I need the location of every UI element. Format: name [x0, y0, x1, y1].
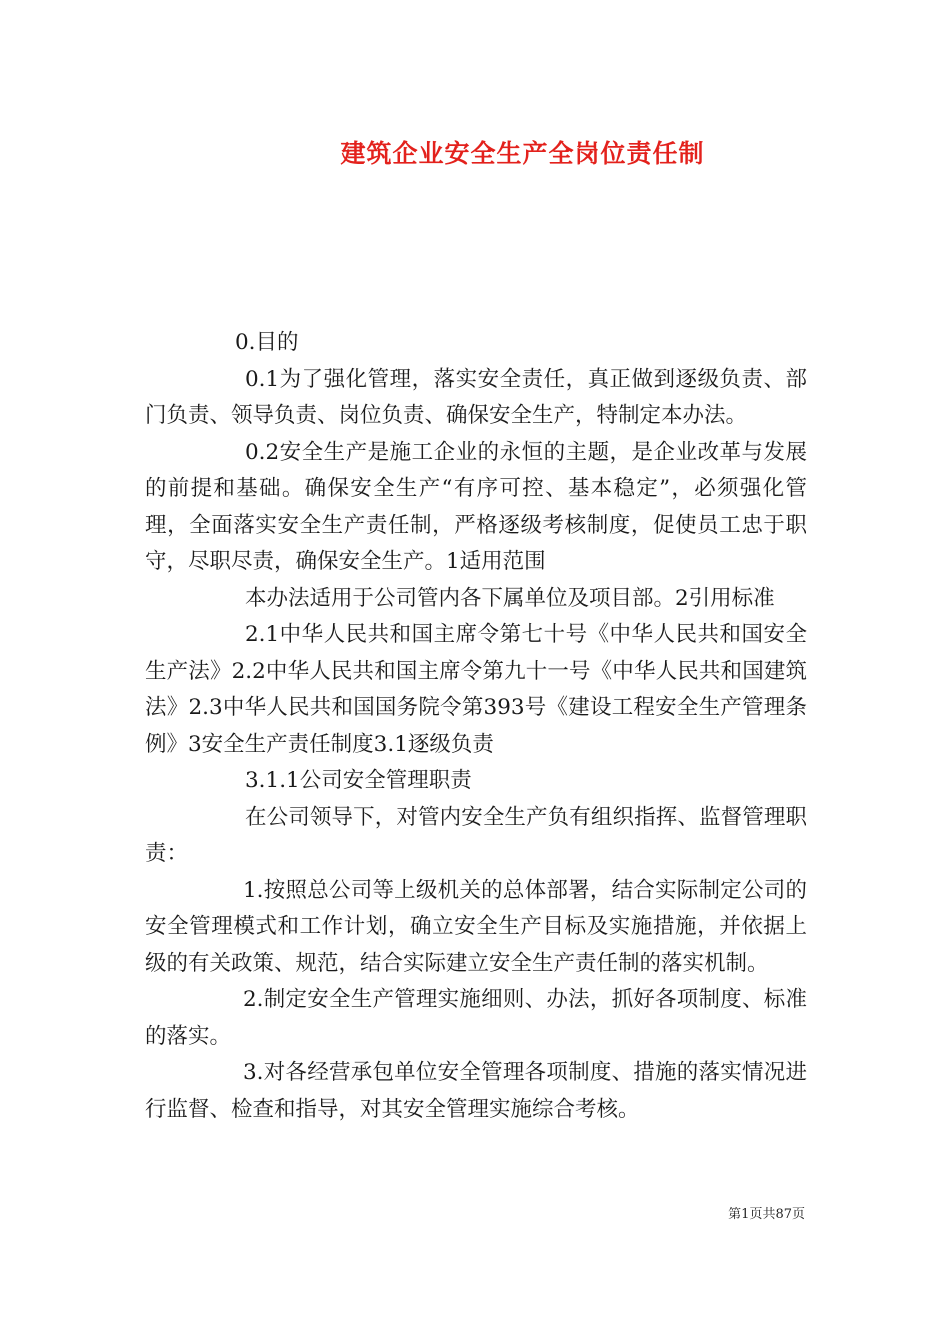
document-body [145, 325, 807, 1128]
paragraph: 0.1为了强化管理，落实安全责任，真正做到逐级负责、部门负责、领导负责、岗位负责、确保安全生产，特制定本办法。 [145, 366, 807, 428]
paragraph: 本办法适用于公司管内各下属单位及项目部。2引用标准 [245, 585, 775, 611]
paragraph: 在公司领导下，对管内安全生产负有组织指挥、监督管理职责： [145, 804, 807, 866]
paragraph: 2.1中华人民共和国主席令第七十号《中华人民共和国安全生产法》2.2中华人民共和国主席令第九十一号《中华人民共和国建筑法》2.3中华人民共和国国务院令第393号《建设工程安全生产管理条例》3安全生产责任制度3.1逐级负责 [145, 622, 807, 757]
paragraph: 0.目的 [235, 330, 299, 355]
document-title: 建筑企业安全生产全岗位责任制 [340, 139, 705, 168]
paragraph: 1.按照总公司等上级机关的总体部署，结合实际制定公司的安全管理模式和工作计划，确立安全生产目标及实施措施，并依据上级的有关政策、规范，结合实际建立安全生产责任制的落实机制。 [145, 877, 807, 976]
paragraph: 3.1.1公司安全管理职责 [245, 768, 472, 793]
paragraph: 0.2安全生产是施工企业的永恒的主题，是企业改革与发展的前提和基础。确保安全生产“有序可控、基本稳定”，必须强化管理，全面落实安全生产责任制，严格逐级考核制度，促使员工忠于职守，尽职尽责，确保安全生产。1适用范围 [145, 439, 807, 574]
page-number-footer: 第1页共87页 [728, 1207, 805, 1222]
paragraph: 2.制定安全生产管理实施细则、办法，抓好各项制度、标准的落实。 [145, 987, 807, 1049]
paragraph: 3.对各经营承包单位安全管理各项制度、措施的落实情况进行监督、检查和指导，对其安全管理实施综合考核。 [145, 1060, 807, 1122]
